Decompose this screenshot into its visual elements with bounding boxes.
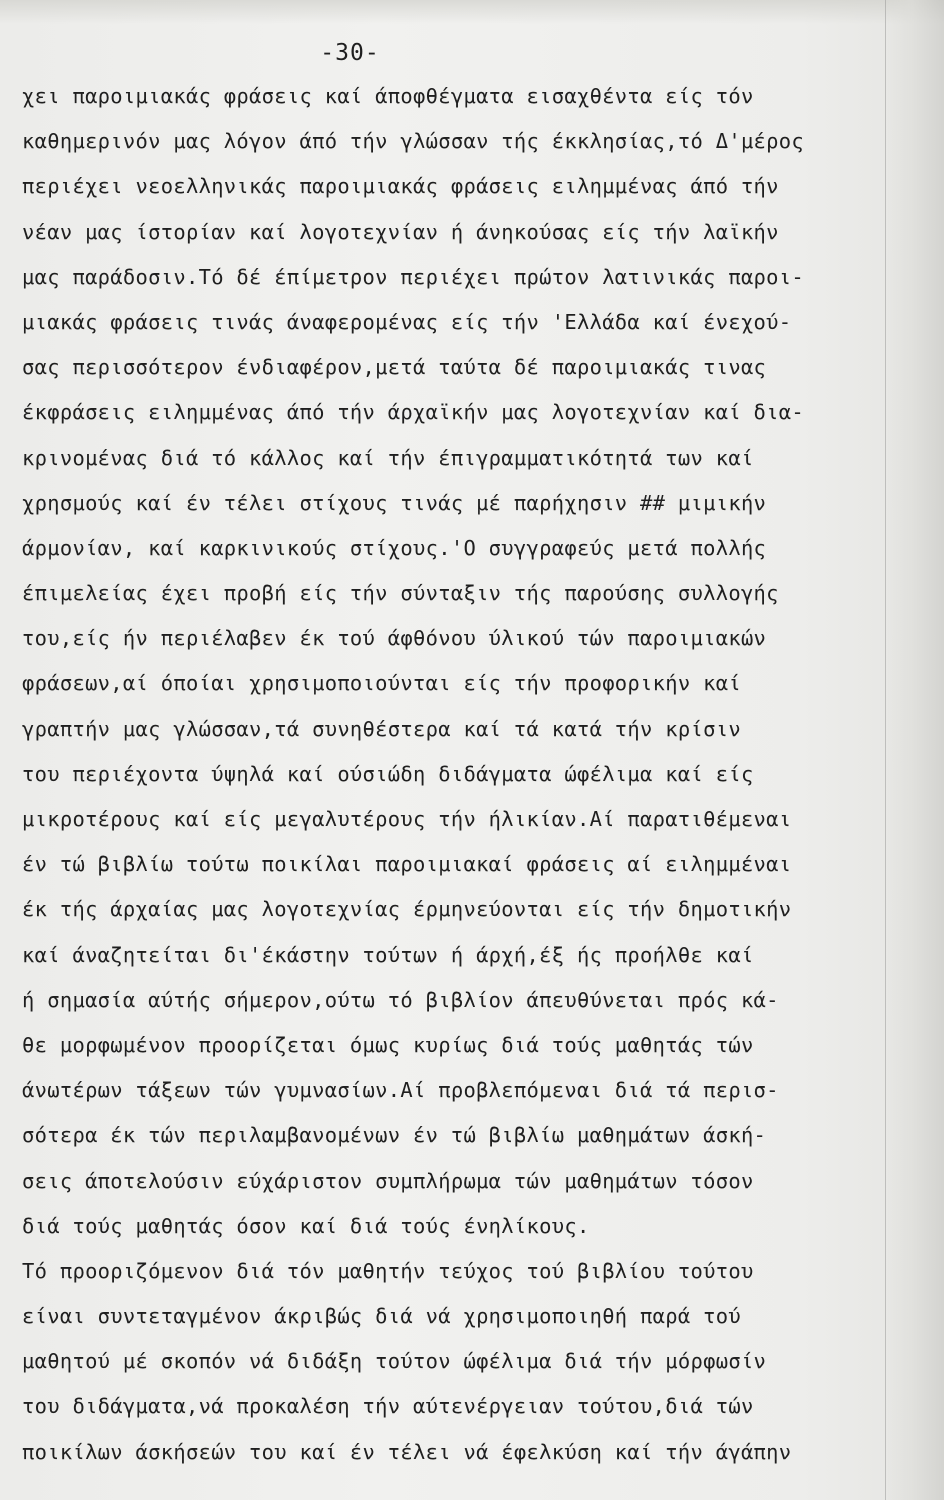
text-line: είναι συντεταγμένον άκριβώς διά νά χρησιμοποιηθή παρά τού bbox=[22, 1304, 741, 1329]
text-line: θε μορφωμένον προορίζεται όμως κυρίως διά τούς μαθητάς τών bbox=[22, 1032, 754, 1057]
text-line: σεις άποτελούσιν εύχάριστον συμπλήρωμα τών μαθημάτων τόσον bbox=[22, 1168, 754, 1193]
text-line: άνωτέρων τάξεων τών γυμνασίων.Αί προβλεπόμεναι διά τά περισ- bbox=[22, 1078, 779, 1103]
text-line: του περιέχοντα ύψηλά καί ούσιώδη διδάγματα ώφέλιμα καί είς bbox=[22, 761, 754, 786]
text-line: μικροτέρους καί είς μεγαλυτέρους τήν ήλικίαν.Αί παρατιθέμεναι bbox=[22, 807, 792, 831]
text-line: μιακάς φράσεις τινάς άναφερομένας είς τήν 'Ελλάδα καί ένεχού- bbox=[22, 309, 792, 334]
text-line: νέαν μας ίστορίαν καί λογοτεχνίαν ή άνηκούσας είς τήν λαϊκήν bbox=[22, 219, 779, 244]
text-line: σότερα έκ τών περιλαμβανομένων έν τώ βιβλίω μαθημάτων άσκή- bbox=[22, 1123, 767, 1148]
text-line: κρινομένας διά τό κάλλος καί τήν έπιγραμματικότητά των καί bbox=[22, 445, 754, 470]
text-line: καί άναζητείται δι'έκάστην τούτων ή άρχή,έξ ής προήλθε καί bbox=[22, 942, 754, 967]
text-line: άρμονίαν, καί καρκινικούς στίχους.'Ο συγγραφεύς μετά πολλής bbox=[22, 535, 767, 560]
text-line: σας περισσότερον ένδιαφέρον,μετά ταύτα δέ παροιμιακάς τινας bbox=[22, 355, 767, 380]
page-top-shadow bbox=[0, 0, 944, 24]
text-line: του,είς ήν περιέλαβεν έκ τού άφθόνου ύλικού τών παροιμιακών bbox=[22, 626, 767, 651]
text-line: μας παράδοσιν.Τό δέ έπίμετρον περιέχει πρώτον λατινικάς παροι- bbox=[22, 264, 805, 289]
text-line: έπιμελείας έχει προβή είς τήν σύνταξιν τής παρούσης συλλογής bbox=[22, 581, 779, 606]
text-line: διά τούς μαθητάς όσον καί διά τούς ένηλίκους. bbox=[22, 1213, 590, 1238]
page-number: -30- bbox=[320, 40, 380, 66]
text-line: έκφράσεις ειλημμένας άπό τήν άρχαϊκήν μας λογοτεχνίαν καί δια- bbox=[22, 400, 805, 425]
text-line: Τό προοριζόμενον διά τόν μαθητήν τεύχος τού βιβλίου τούτου bbox=[22, 1258, 754, 1283]
text-line: του διδάγματα,νά προκαλέση τήν αύτενέργειαν τούτου,διά τών bbox=[22, 1394, 754, 1419]
text-line: ποικίλων άσκήσεών του καί έν τέλει νά έφελκύση καί τήν άγάπην bbox=[22, 1439, 792, 1464]
text-line: χρησμούς καί έν τέλει στίχους τινάς μέ παρήχησιν ## μιμικήν bbox=[22, 490, 767, 515]
text-line: ή σημασία αύτής σήμερον,ούτω τό βιβλίον άπευθύνεται πρός κά- bbox=[22, 987, 779, 1012]
text-line: καθημερινόν μας λόγον άπό τήν γλώσσαν τής έκκλησίας,τό Δ'μέρος bbox=[22, 129, 805, 154]
page-binding-edge bbox=[885, 0, 944, 1500]
text-line: μαθητού μέ σκοπόν νά διδάξη τούτον ώφέλιμα διά τήν μόρφωσίν bbox=[22, 1349, 767, 1374]
text-line: έν τώ βιβλίω τούτω ποικίλαι παροιμιακαί φράσεις αί ειλημμέναι bbox=[22, 852, 792, 877]
text-line: φράσεων,αί όποίαι χρησιμοποιούνται είς τήν προφορικήν καί bbox=[22, 671, 741, 696]
text-line: έκ τής άρχαίας μας λογοτεχνίας έρμηνεύονται είς τήν δημοτικήν bbox=[22, 897, 792, 922]
text-line: περιέχει νεοελληνικάς παροιμιακάς φράσεις ειλημμένας άπό τήν bbox=[22, 174, 779, 199]
text-line: γραπτήν μας γλώσσαν,τά συνηθέστερα καί τά κατά τήν κρίσιν bbox=[22, 716, 741, 741]
body-text bbox=[22, 74, 882, 1475]
text-line: χει παροιμιακάς φράσεις καί άποφθέγματα εισαχθέντα είς τόν bbox=[22, 84, 754, 108]
